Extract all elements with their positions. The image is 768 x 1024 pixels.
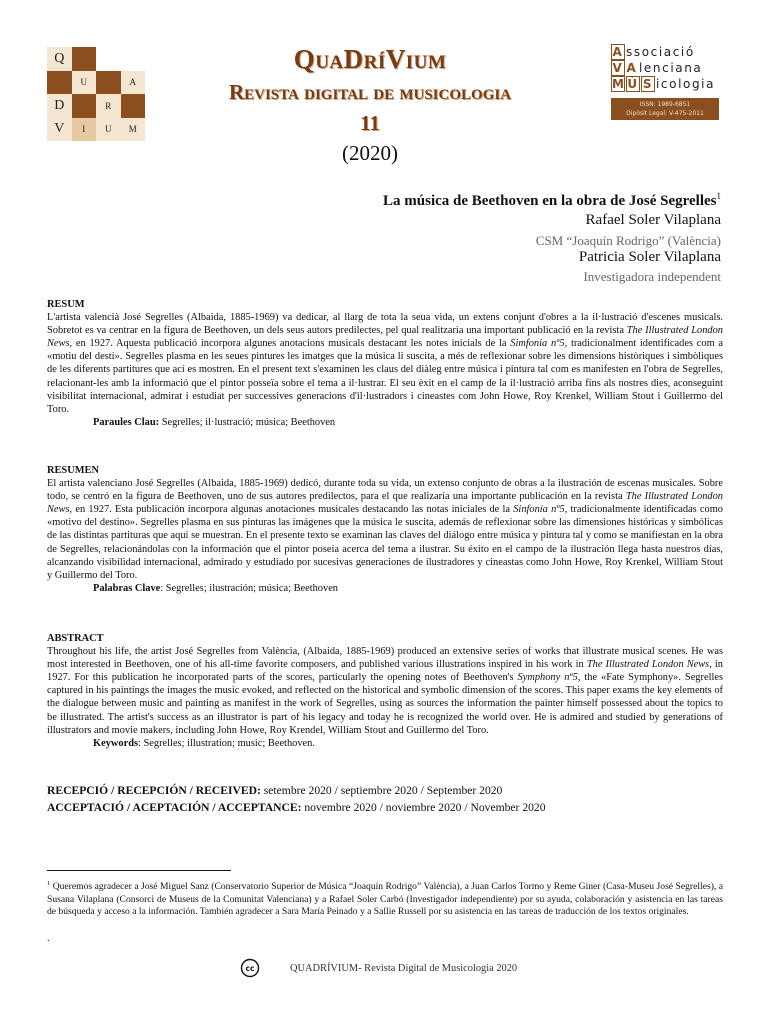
logo-cell [72,94,97,118]
logo-cell [96,47,121,71]
avm-cap: V [612,61,624,75]
accepted-value: novembre 2020 / noviembre 2020 / November 2020 [301,801,546,814]
quadrivium-logo [47,47,145,141]
text-run: , en 1927. Aquesta publicació incorpora algunes anotacions musicals destacant les notes inicials de la [69,338,511,350]
article-title [383,191,721,210]
issn-box [611,98,719,120]
journal-issue: 11 [360,111,380,135]
logo-cell: U [96,118,121,142]
text-italic: The Illustrated London News, [47,491,723,516]
issn-text: ISSN: 1989-6851 [639,101,691,108]
logo-cell: R [96,94,121,118]
keywords-text: : Segrelles; illustration; music; Beethoven. [138,737,315,749]
footnote-mark: 1 [47,880,51,887]
section-heading: ABSTRACT [47,633,104,644]
text-run: L'artista valencià José Segrelles (Albaida, 1885-1969) va dedicar, al llarg de tota la seua vida, un extens conjunt d'obres a la il·lustració d'escenes musicals. Sobretot es va centrar en la figura de Beethoven, un dels seus autors predilectes, pel qual realitzaria una important publicació en la revista [47,312,723,337]
author-2: Patricia Soler Vilaplana [578,249,721,265]
logo-cell [47,71,72,95]
keywords-line [47,582,723,595]
journal-year: (2020) [342,141,398,165]
avm-logo [611,44,723,120]
logo-cell: A [121,71,146,95]
text-italic: The Illustrated London News [47,325,723,350]
footer-text: QUADRÍVIUM- Revista Digital de Musicologia 2020 [290,962,518,974]
footnote [47,878,723,918]
abstract-section [47,632,723,750]
journal-name: QuaDríVium [293,44,447,74]
logo-cell: Q [47,47,72,71]
footnote-ref[interactable]: 1 [716,191,721,201]
resum-text [47,312,723,415]
logo-cell: M [121,118,146,142]
accepted-label: ACCEPTACIÓ / ACEPTACIÓN / ACCEPTANCE: [47,801,302,814]
text-run: , the «Fate Symphony». Segrelles captured in his paintings the images the music evoked, and reflected on the historical and symbolic dimension of the scores. This paper exams the key elements of the dialogue between music and painting as manifest in the work of Segrelles, using as sources the information the painter himself possessed about the topics to be illustrated. The artist's success as an illustrator is part of his legacy and today he is recognized the world over. He is admired and studied by generations of illustrators and movie makers, including John Howe, Roy Krendel, William Stout and Guillermo del Toro. [47,672,723,736]
text-run: en 1927. Esta publicación incorpora algunas anotaciones musicales destacando las notas iniciales de la [72,504,514,516]
accepted-line [47,800,723,816]
text-italic: Symphony nº5 [517,672,578,684]
text-italic: Sinfonía nº5 [513,504,565,516]
affiliation-2: Investigadora independent [583,269,721,284]
logo-cell [121,94,146,118]
text-italic: Simfonia nº5 [510,338,565,350]
text-run: , tradicionalment identificades com a «motiu del destí». Segrelles plasma en les seues pintures les imatges que la música li suscita, a més de reflexionar sobre les dimensions històriques i simbòliques de les diferents partitures que ací es mostren. En el present text s'examinen les claus del diàleg entre música i pintura tal com es manifesten en l'obra de Segrelles, relacionant-les amb la informació que el pintor posseïa sobre el tema a il·lustrar. El seu èxit en el camp de la il·lustració arriba fins als nostres dies, aconseguint visibilitat internacional, admirat i estudiat per successives generacions d'il·lustradors i cineastes com John Howe, Roy Krenkel, William Stout i Guillermo del Toro. [47,338,724,415]
received-label: RECEPCIÓ / RECEPCIÓN / RECEIVED: [47,784,261,797]
footnote-divider [47,870,231,871]
text-run: Throughout his life, the artist José Segrelles from València, (Albaida, 1885-1969) produced an extensive series of works that illustrate musical scenes. He was most interested in Beethoven, one of his all-time favorite composers, and published various illustrations inspired in his work in [47,646,723,671]
journal-subtitle: Revista digital de musicologia [228,80,512,104]
resumen-section [47,464,723,595]
page-footer [240,958,517,978]
avm-cap: A [626,61,638,75]
keywords-line [47,737,723,750]
author-1: Rafael Soler Vilaplana [585,212,721,228]
abstract-text [47,646,723,736]
keywords-label: Paraules Clau: [93,416,160,428]
text-run: , in 1927. For this publication he incorporated parts of the scores, particularly the opening notes of Beethoven's [47,659,723,684]
avm-row [611,44,723,60]
keywords-label: Palabras Clave [93,582,161,594]
logo-cell: D [47,94,72,118]
logo-cell: U [72,71,97,95]
cc-label: cc [245,964,255,973]
footnote-text: Queremos agradecer a José Miguel Sanz (Conservatorio Superior de Música “Joaquín Rodrigo” València), a Juan Carlos Tormo y Reme Giner (Casa-Museu José Segrelles), a Susana Vilaplana (Consorci de Museus de la Comunitat Valenciana) y a Rafael Soler Carbó (Investigador independiente) por su ayuda, colaboración y asistencia en las tareas de búsqueda y acceso a la información. También agradecer a Sara María Peinado y a Sallie Russell por su asistencia en las tareas de traducción de los textos originales. [47,881,723,917]
text-italic: The Illustrated London News [586,659,710,671]
text-run: El artista valenciano José Segrelles (Albaida, 1885-1969) dedicó, durante toda su vida, un extenso conjunto de obras a la ilustración de escenas musicales. Sobre todo, se centró en la figura de Beethoven, uno de sus autores predilectos, para el que realizaría una importante publicación en la revista [47,478,723,503]
section-heading: RESUMEN [47,465,99,476]
logo-cell [96,71,121,95]
resumen-text [47,478,723,581]
logo-cell [121,47,146,71]
creative-commons-icon [240,958,260,978]
text-run: , tradicionalmente identificadas como «motivo del destino». Segrelles plasma en sus pinturas las imágenes que la música le suscita, además de reflexionar sobre las dimensiones históricas y simbólicas de las distintas partituras que aquí se muestran. En el presente texto se examinan las claves del diálogo entre música y pintura tal y como se manifiestan en la obra de Segrelles, relacionándolas con la información que el pintor poseía acerca del tema a ilustrar. Su éxito en el campo de la ilustración llega hasta nuestros días, alcanzando visibilidad internacional, admirado y estudiado por sucesivas generaciones de ilustradores y cineastas como John Howe, Roy Krenkel, William Stout y Guillermo del Toro. [47,504,723,581]
affiliation-1: CSM “Joaquín Rodrigo” (València) [535,233,721,248]
avm-row [611,60,723,76]
logo-cell: I [72,118,97,142]
section-heading: RESUM [47,299,85,310]
logo-cell: V [47,118,72,142]
keywords-line [47,416,723,429]
avm-cap: S [642,77,654,91]
received-value: setembre 2020 / septiembre 2020 / September 2020 [260,784,503,797]
resum-section [47,298,723,429]
avm-cap: M [612,77,626,91]
logo-cell [72,47,97,71]
avm-row [611,76,723,92]
avm-text: ssociació [626,45,695,59]
avm-text: lenciana [639,61,703,75]
received-line [47,783,723,799]
avm-text: icologia [656,77,716,91]
avm-cap: Ú [627,77,639,91]
keywords-text: : Segrelles; ilustración; música; Beethoven [160,582,339,594]
avm-cap: A [612,45,624,59]
footnote-dot: . [47,933,50,944]
article-title-text: La música de Beethoven en la obra de José Segrelles [383,193,717,209]
deposit-text: Dipòsit Legal: V-475-2011 [626,110,704,117]
keywords-label: Keywords [93,737,139,749]
keywords-text: Segrelles; il·lustració; música; Beethoven [159,416,336,428]
